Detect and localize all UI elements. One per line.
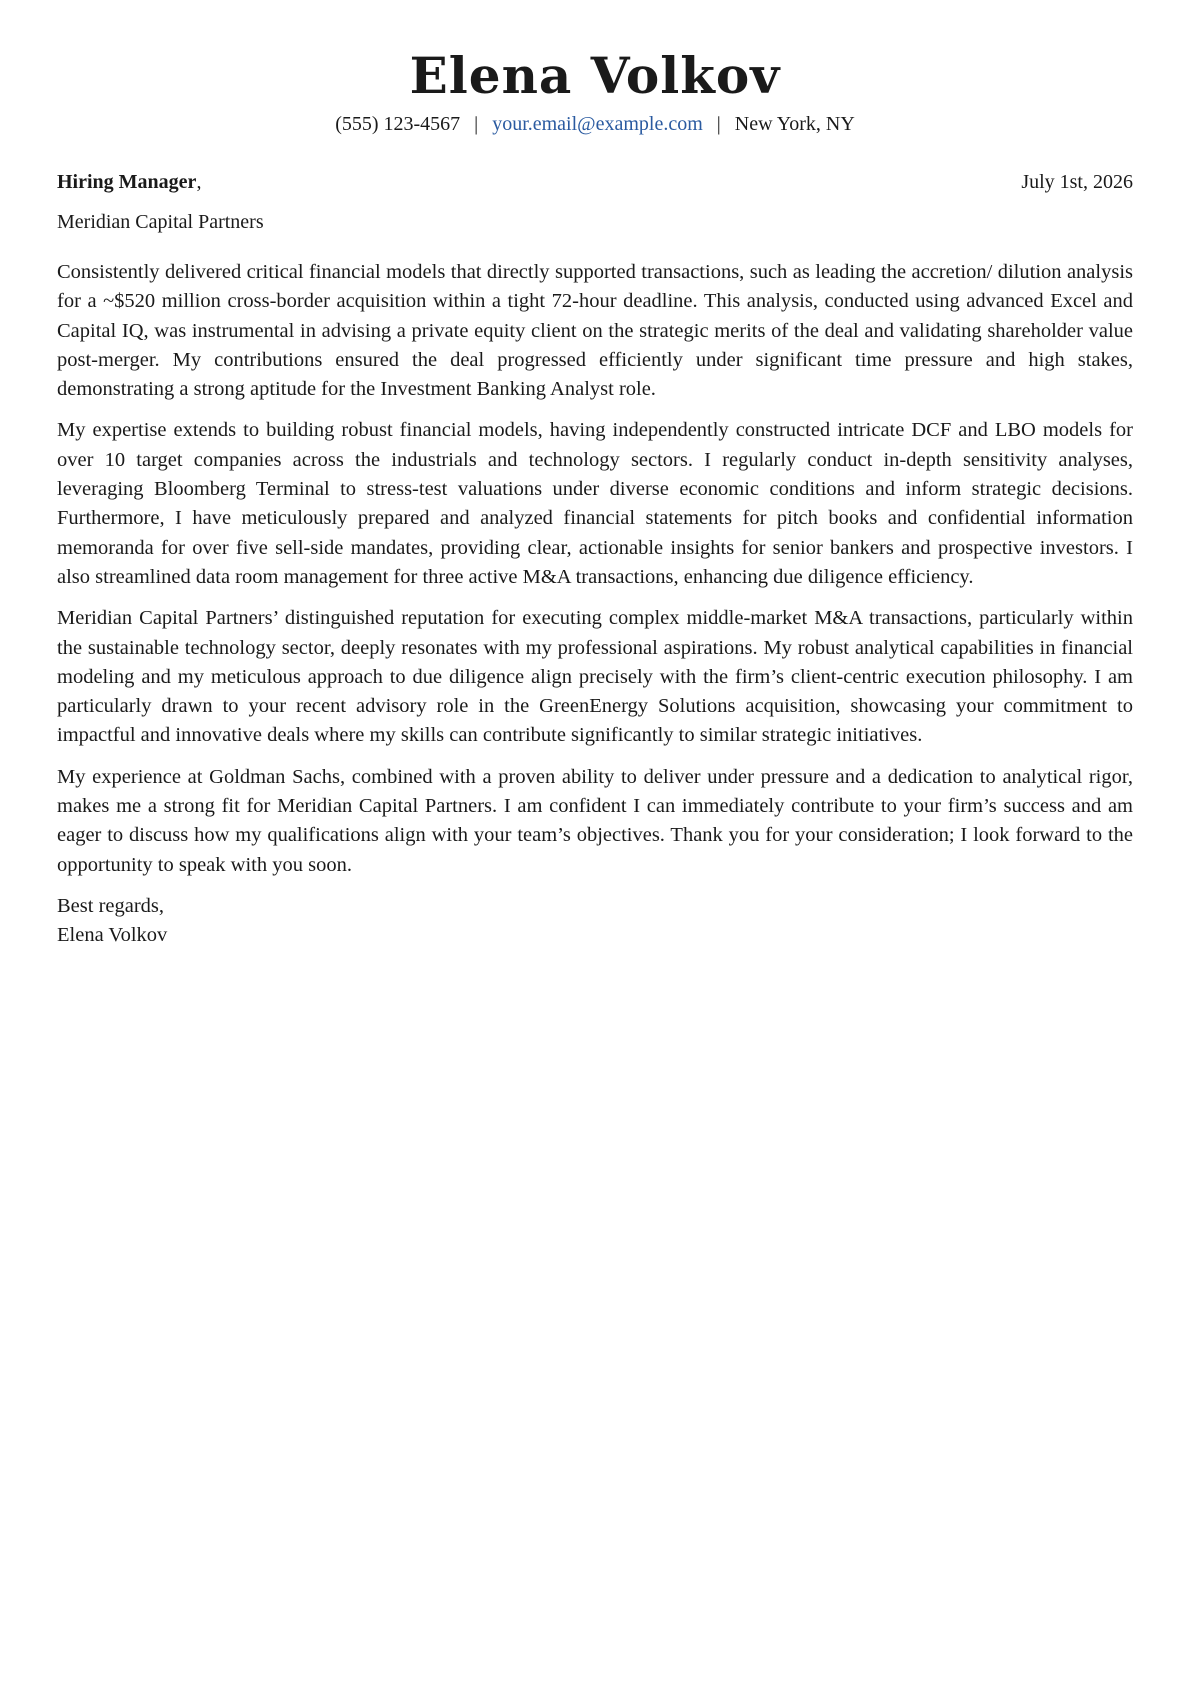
letter-date: July 1st, 2026 — [1021, 171, 1133, 193]
body-paragraph: My expertise extends to building robust financial models, having independently constructed intricate DCF and LBO models for over 10 target companies across the industrials and technology sectors. I regularly conduct in-depth sensitivity analyses, leveraging Bloomberg Terminal to stress-test valuations under diverse economic conditions and inform strategic decisions. Furthermore, I have meticulously prepared and analyzed financial statements for pitch books and confidential information memoranda for over five sell-side mandates, providing clear, actionable insights for senior bankers and prospective investors. I also streamlined data room management for three active M&A transactions, enhancing due diligence efficiency. — [57, 419, 1133, 588]
closing-block — [57, 892, 1133, 950]
applicant-name: Elena Volkov — [409, 46, 781, 105]
company-name: Meridian Capital Partners — [57, 211, 264, 233]
recipient-suffix: , — [196, 171, 202, 193]
recipient-name: Hiring Manager — [57, 171, 197, 193]
closing-phrase: Best regards, — [57, 894, 165, 917]
signature: Elena Volkov — [57, 923, 168, 946]
letter-body — [57, 258, 1133, 880]
email-link[interactable]: your.email@example.com — [492, 113, 703, 135]
body-paragraph: My experience at Goldman Sachs, combined with a proven ability to deliver under pressure and a dedication to analytical rigor, makes me a strong fit for Meridian Capital Partners. I am confident I can immediately contribute to your firm’s success and am eager to discuss how my qualifications align with your team’s objectives. Thank you for your consideration; I look forward to the opportunity to speak with you soon. — [57, 765, 1133, 876]
separator: | — [716, 113, 721, 135]
body-paragraph: Consistently delivered critical financial models that directly supported transactions, such as leading the accretion/ dilution analysis for a ~$520 million cross-border acquisition within a tight 72-hour deadline. This analysis, conducted using advanced Excel and Capital IQ, was instrumental in advising a private equity client on the strategic merits of the deal and validating shareholder value post-merger. My contributions ensured the deal progressed efficiently under significant time pressure and high stakes, demonstrating a strong aptitude for the Investment Banking Analyst role. — [57, 261, 1133, 401]
recipient — [57, 168, 201, 196]
phone-number: (555) 123-4567 — [335, 113, 461, 135]
salutation-row — [57, 168, 1133, 196]
contact-line — [57, 110, 1133, 138]
separator: | — [474, 113, 479, 135]
location: New York, NY — [734, 113, 855, 135]
body-paragraph: Meridian Capital Partners’ distinguished reputation for executing complex middle-market M&A transactions, particularly within the sustainable technology sector, deeply resonates with my professional aspirations. My robust analytical capabilities in financial modeling and my meticulous approach to due diligence align precisely with the firm’s client-centric execution philosophy. I am particularly drawn to your recent advisory role in the GreenEnergy Solutions acquisition, showcasing your commitment to impactful and innovative deals where my skills can contribute significantly to similar strategic initiatives. — [57, 607, 1133, 747]
